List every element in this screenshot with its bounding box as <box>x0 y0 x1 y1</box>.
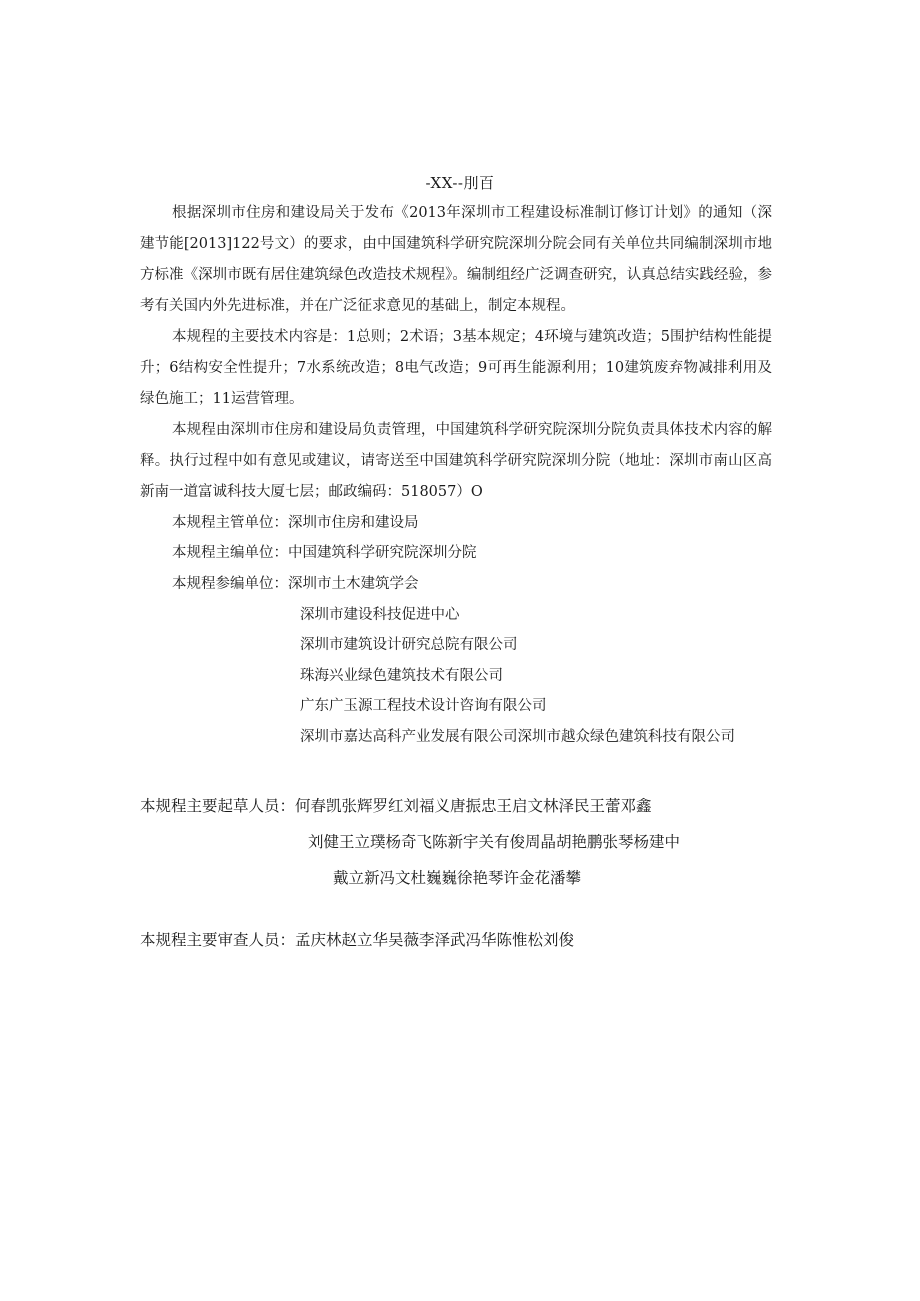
preface-paragraph-1: 根据深圳市住房和建设局关于发布《2013年深圳市工程建设标准制订修订计划》的通知（深建节能[2013]122号文）的要求，由中国建筑科学研究院深圳分院会同有关单位共同编制深圳市地方标准《深圳市既有居住建筑绿色改造技术规程》。编制组经广泛调查研究，认真总结实践经验，参考有关国内外先进标准，并在广泛征求意见的基础上，制定本规程。 <box>140 205 772 314</box>
drafters-line-1: 本规程主要起草人员：何春凯张辉罗红刘福义唐振忠王启文林泽民王蕾邓鑫 <box>140 797 652 815</box>
preface-paragraph-2: 本规程的主要技术内容是：1总则；2术语；3基本规定；4环境与建筑改造；5围护结构性能提升；6结构安全性提升；7水系统改造；8电气改造；9可再生能源利用；10建筑废弃物减排利用及绿色施工；11运营管理。 <box>140 329 772 407</box>
participant-unit: 深圳市建筑设计研究总院有限公司 <box>300 637 518 653</box>
chief-unit: 本规程主管单位：深圳市住房和建设局 <box>172 515 419 531</box>
participant-unit-first: 本规程参编单位：深圳市土木建筑学会 <box>172 576 419 592</box>
participant-unit: 广东广玉源工程技术设计咨询有限公司 <box>300 698 547 714</box>
preface-paragraph-3: 本规程由深圳市住房和建设局负责管理，中国建筑科学研究院深圳分院负责具体技术内容的解释。执行过程中如有意见或建议，请寄送至中国建筑科学研究院深圳分院（地址：深圳市南山区高新南一道富诚科技大厦七层；邮政编码：518057）O <box>140 422 772 500</box>
drafters-line-3: 戴立新冯文杜巍巍徐艳琴许金花潘攀 <box>333 869 582 887</box>
reviewers-line: 本规程主要审查人员：孟庆林赵立华吴薇李泽武冯华陈惟松刘俊 <box>140 931 575 949</box>
participant-unit: 深圳市嘉达高科产业发展有限公司深圳市越众绿色建筑科技有限公司 <box>300 729 735 745</box>
participant-unit: 深圳市建设科技促进中心 <box>300 607 460 623</box>
participant-unit: 珠海兴业绿色建筑技术有限公司 <box>300 668 503 684</box>
editor-unit: 本规程主编单位：中国建筑科学研究院深圳分院 <box>172 545 477 561</box>
page-title: -XX--刖百 <box>425 174 495 192</box>
drafters-line-2: 刘健王立璞杨奇飞陈新宇关有俊周晶胡艳鹏张琴杨建中 <box>308 833 681 851</box>
